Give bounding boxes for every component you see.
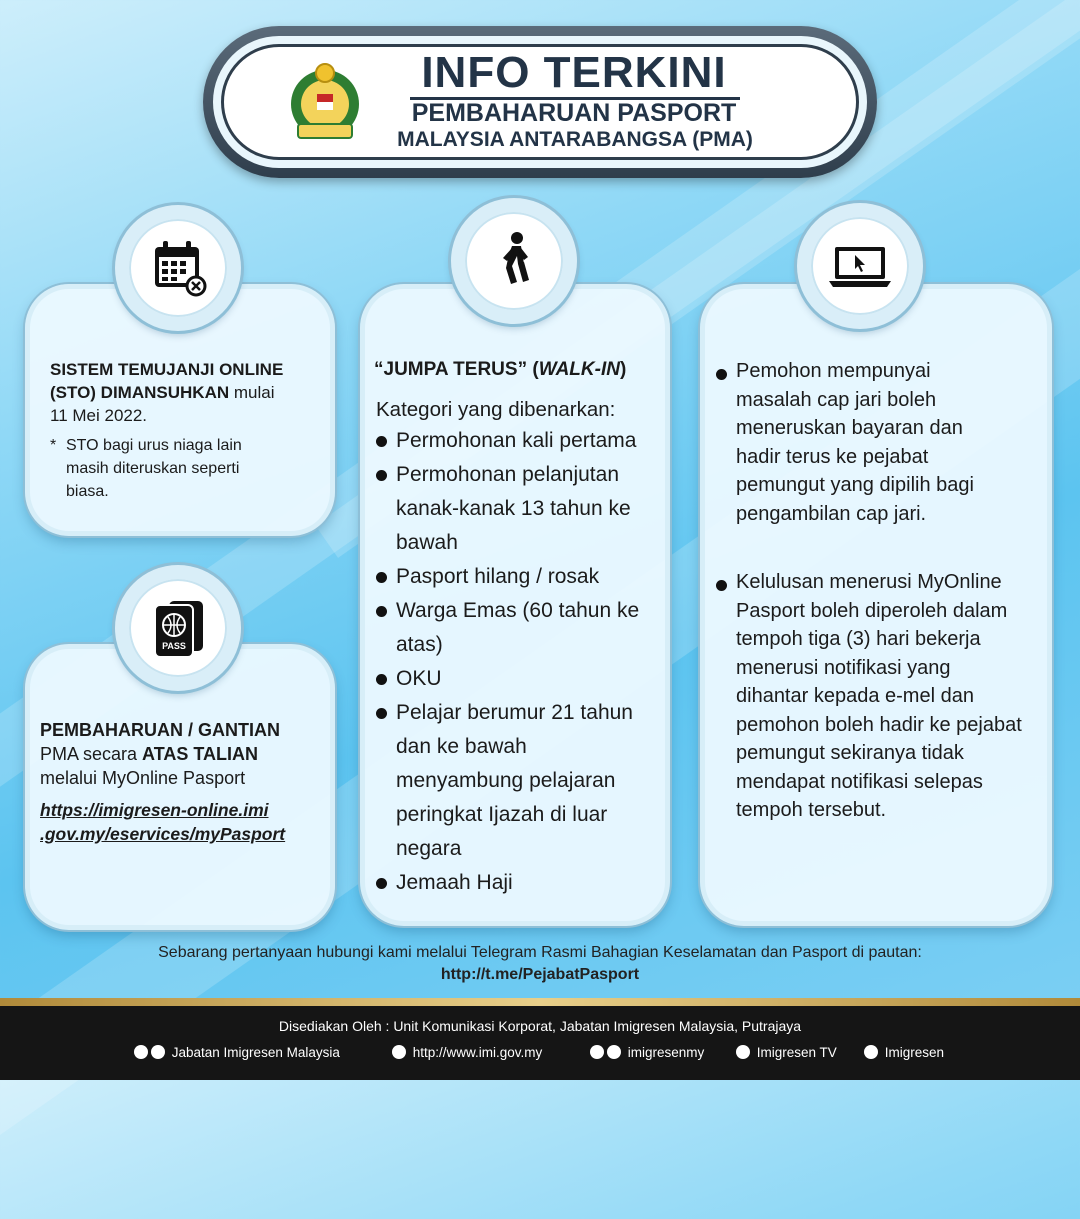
walking-person-icon <box>465 212 563 310</box>
gold-divider <box>0 998 1080 1006</box>
list-item: Kelulusan menerusi MyOnline Pasport boleh diperoleh dalam tempoh tiga (3) hari bekerja menerusi notifikasi yang dihantar kepada e-mel dan pemohon boleh hadir ke pejabat pemungut sekiranya tidak mendapat notifikasi selepas tempoh tersebut. <box>714 568 1028 825</box>
list-item: Permohonan kali pertama <box>374 424 664 458</box>
social-facebook[interactable]: Jabatan Imigresen Malaysia <box>134 1044 340 1062</box>
facebook-icon <box>134 1045 148 1059</box>
icon-circle <box>115 205 241 331</box>
list-item: Pemohon mempunyai masalah cap jari boleh meneruskan bayaran dan hadir terus ke pejabat pemungut yang dipilih bagi pengambilan cap jari. <box>714 357 1008 528</box>
web-icon <box>392 1045 406 1059</box>
tiktok-icon <box>607 1045 621 1059</box>
imigresen-logo-icon <box>284 58 366 144</box>
social-web[interactable]: http://www.imi.gov.my <box>392 1044 542 1062</box>
page-subtitle: PEMBAHARUAN PASPORT <box>411 99 737 127</box>
passport-icon <box>129 579 227 677</box>
social-links <box>0 1044 1080 1066</box>
page-subtitle-2: MALAYSIA ANTARABANGSA (PMA) <box>397 128 753 151</box>
sto-text: SISTEM TEMUJANJI ONLINE (STO) DIMANSUHKAN mulai 11 Mei 2022. * STO bagi urus niaga lain masih diteruskan seperti biasa. <box>50 360 284 500</box>
list-item: Permohonan pelanjutan kanak-kanak 13 tahun ke bawah <box>374 458 658 560</box>
twitter-icon <box>590 1045 604 1059</box>
list-item: Pasport hilang / rosak <box>374 560 664 594</box>
walk-in-list <box>374 424 664 900</box>
online-renewal-text: PEMBAHARUAN / GANTIAN PMA secara ATAS TALIAN melalui MyOnline Pasport https://imigresen-online.imi .gov.my/eservices/myPasport <box>40 718 324 846</box>
fingerprint-info-list <box>714 357 1034 825</box>
list-item: OKU <box>374 662 664 696</box>
mypasport-link[interactable]: https://imigresen-online.imi .gov.my/eservices/myPasport <box>40 800 286 844</box>
list-item: Warga Emas (60 tahun ke atas) <box>374 594 658 662</box>
instagram-icon <box>864 1045 878 1059</box>
icon-circle <box>115 565 241 691</box>
laptop-cursor-icon <box>811 217 909 315</box>
page-title: INFO TERKINI <box>421 48 727 97</box>
walk-in-title: “JUMPA TERUS” (WALK-IN) <box>374 359 627 380</box>
social-youtube[interactable]: Imigresen TV <box>736 1044 837 1062</box>
icon-circle <box>797 203 923 329</box>
list-item: Pelajar berumur 21 tahun dan ke bawah menyambung pelajaran peringkat Ijazah di luar negara <box>374 696 654 866</box>
youtube-icon <box>736 1045 750 1059</box>
contact-note: Sebarang pertanyaan hubungi kami melalui Telegram Rasmi Bahagian Keselamatan dan Pasport di pautan: http://t.me/PejabatPasport <box>0 942 1080 986</box>
list-item: Jemaah Haji <box>374 866 664 900</box>
walk-in-intro: Kategori yang dibenarkan: <box>376 398 616 421</box>
footer <box>0 1006 1080 1080</box>
prepared-by: Disediakan Oleh : Unit Komunikasi Korporat, Jabatan Imigresen Malaysia, Putrajaya <box>278 1018 802 1034</box>
calendar-cancel-icon <box>129 219 227 317</box>
svg-text:PASS: PASS <box>162 641 186 651</box>
social-instagram[interactable]: Imigresen <box>864 1044 944 1062</box>
icon-circle <box>451 198 577 324</box>
social-twitter[interactable]: imigresenmy <box>590 1044 704 1062</box>
telegram-icon <box>151 1045 165 1059</box>
telegram-link[interactable]: http://t.me/PejabatPasport <box>440 966 640 983</box>
